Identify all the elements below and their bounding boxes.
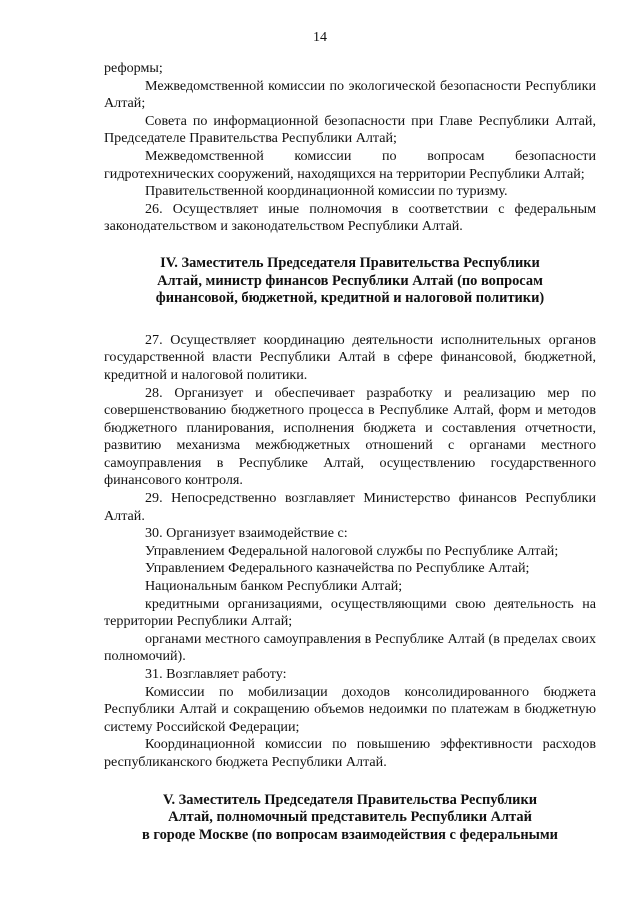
paragraph: 31. Возглавляет работу: <box>145 666 287 682</box>
section-iv-heading <box>104 255 596 308</box>
paragraph: 26. Осуществляет иные полномочия в соответствии с федеральным законодательством и законодательством Республики Алтай. <box>104 200 596 235</box>
paragraph: Правительственной координационной комиссии по туризму. <box>145 183 508 200</box>
paragraph: органами местного самоуправления в Республике Алтай (в пределах своих полномочий). <box>104 630 596 665</box>
paragraph: Межведомственной комиссии по экологической безопасности Республики Алтай; <box>104 77 596 112</box>
paragraph: 30. Организует взаимодействие с: <box>145 525 348 542</box>
paragraph: Управлением Федерального казначейства по Республике Алтай; <box>145 560 530 577</box>
paragraph: 28. Организует и обеспечивает разработку и реализацию мер по совершенствованию бюджетного процесса в Республике Алтай, форм и методов бюджетного планирования, исполнения бюджета и составления отчетности, развитию механизма межбюджетных отношений с органами местного самоуправления в Республике Алтай, осуществлению государственного финансового контроля. <box>104 384 596 489</box>
paragraph: Управлением Федеральной налоговой службы по Республике Алтай; <box>145 542 559 559</box>
page-number: 14 <box>313 30 327 45</box>
heading-line: в городе Москве (по вопросам взаимодействия с федеральными <box>142 826 558 843</box>
heading-line: V. Заместитель Председателя Правительства Республики <box>162 791 538 808</box>
paragraph: реформы; <box>104 60 163 76</box>
paragraph: Комиссии по мобилизации доходов консолидированного бюджета Республики Алтай и сокращению объемов недоимки по платежам в бюджетную систему Российской Федерации; <box>104 683 596 735</box>
paragraph: 27. Осуществляет координацию деятельности исполнительных органов государственной власти Республики Алтай в сфере финансовой, бюджетной, кредитной и налоговой политики. <box>104 331 596 383</box>
heading-line: Алтай, министр финансов Республики Алтай (по вопросам <box>157 272 543 289</box>
document-body <box>104 60 596 844</box>
paragraph: Национальным банком Республики Алтай; <box>145 578 403 595</box>
heading-line: Алтай, полномочный представитель Республики Алтай <box>168 809 532 826</box>
paragraph: кредитными организациями, осуществляющими свою деятельность на территории Республики Алтай; <box>104 595 596 630</box>
section-v-heading <box>104 792 596 845</box>
heading-line: финансовой, бюджетной, кредитной и налоговой политики) <box>155 290 545 307</box>
paragraph: 29. Непосредственно возглавляет Министерство финансов Республики Алтай. <box>104 490 596 524</box>
heading-line: IV. Заместитель Председателя Правительства Республики <box>160 254 540 271</box>
paragraph: Координационной комиссии по повышению эффективности расходов республиканского бюджета Республики Алтай. <box>104 736 596 770</box>
paragraph: Совета по информационной безопасности при Главе Республики Алтай, Председателе Правительства Республики Алтай; <box>104 112 596 147</box>
paragraph: Межведомственной комиссии по вопросам безопасности гидротехнических сооружений, находящихся на территории Республики Алтай; <box>104 147 596 182</box>
